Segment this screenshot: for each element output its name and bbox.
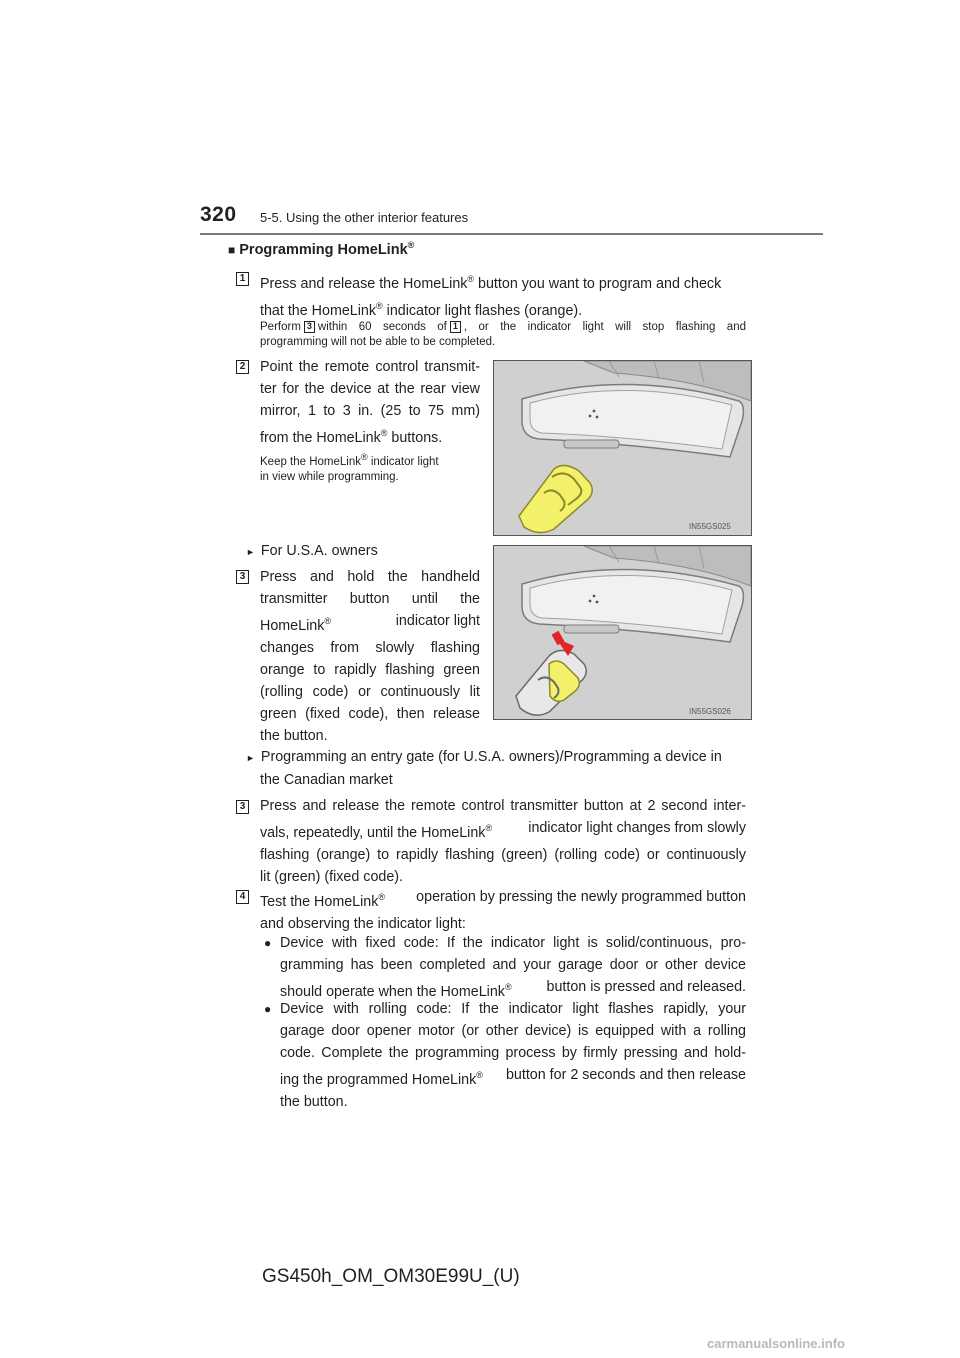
section-heading bbox=[228, 240, 414, 258]
entry-gate-label: ► Programming an entry gate (for U.S.A. owners)/Programming a device in the Canadian market bbox=[246, 749, 722, 788]
step-badge-1: 1 bbox=[236, 272, 249, 286]
model-code-footer: GS450h_OM_OM30E99U_(U) bbox=[262, 1266, 520, 1287]
inline-step-badge-1: 1 bbox=[450, 321, 461, 333]
header-rule bbox=[200, 233, 823, 235]
page-number: 320 bbox=[200, 203, 237, 226]
section-title: 5-5. Using the other interior features bbox=[260, 210, 469, 225]
step-2-text: Point the remote control transmit- ter for the device at the rear view mirror, 1 to 3 in. (25 to 75 mm) from the HomeLink® buttons. bbox=[260, 359, 480, 446]
step-1-text: Press and release the HomeLink® button you want to program and check that the HomeLink® indicator light flashes (orange). bbox=[260, 274, 722, 319]
bullet-dot-icon: ● bbox=[264, 936, 272, 950]
figure-mirror-remote bbox=[493, 360, 752, 536]
square-bullet-icon: ■ bbox=[228, 242, 236, 257]
figure-2-code: IN55GS026 bbox=[689, 707, 731, 716]
registered-mark: ® bbox=[407, 240, 415, 250]
rolling-code-bullet: Device with rolling code: If the indicator light flashes rapidly, your garage door opener motor (or other device) is equipped with a rolling code. Complete the programming process by firmly pressing and hold- ing the programmed HomeLink® button for 2 seconds and then release the button. bbox=[280, 1001, 746, 1110]
figure-1-code: IN55GS025 bbox=[689, 522, 731, 531]
step-4-text: Test the HomeLink® operation by pressing the newly programmed button and observing the indicator light: bbox=[260, 889, 746, 932]
triangle-bullet-icon: ► bbox=[246, 753, 255, 763]
step-3-text: Press and hold the handheld transmitter button until the HomeLink® indicator light changes from slowly flashing orange to rapidly flashing green (rolling code) or continuously lit green (fixed code), then release the button. bbox=[260, 569, 480, 744]
step-badge-2: 2 bbox=[236, 360, 249, 374]
heading-text: Programming HomeLink bbox=[239, 241, 408, 258]
step-badge-4: 4 bbox=[236, 890, 249, 904]
triangle-bullet-icon: ► bbox=[246, 547, 255, 557]
step-badge-3: 3 bbox=[236, 570, 249, 584]
step-2-note: Keep the HomeLink® indicator light in view while programming. bbox=[260, 452, 439, 483]
fixed-code-bullet: Device with fixed code: If the indicator light is solid/continuous, pro- gramming has been completed and your garage door or other device should operate when the HomeLink® button is pressed and released. bbox=[280, 935, 746, 1000]
bullet-dot-icon: ● bbox=[264, 1002, 272, 1016]
usa-owners-label: ► For U.S.A. owners bbox=[246, 543, 378, 559]
figure-hold-transmitter bbox=[493, 545, 752, 720]
step-1-note: Perform 3 within 60 seconds of 1 , or the indicator light will stop flashing and programming will not be able to be completed. bbox=[260, 321, 746, 348]
watermark: carmanualsonline.info bbox=[707, 1336, 845, 1351]
step-3b-text: Press and release the remote control transmitter button at 2 second inter- vals, repeatedly, until the HomeLink® indicator light changes from slowly flashing (orange) to rapidly flashing (green) (rolling code) or continuously lit (green) (fixed code). bbox=[260, 798, 746, 885]
step-badge-3b: 3 bbox=[236, 800, 249, 814]
inline-step-badge-3: 3 bbox=[304, 321, 315, 333]
